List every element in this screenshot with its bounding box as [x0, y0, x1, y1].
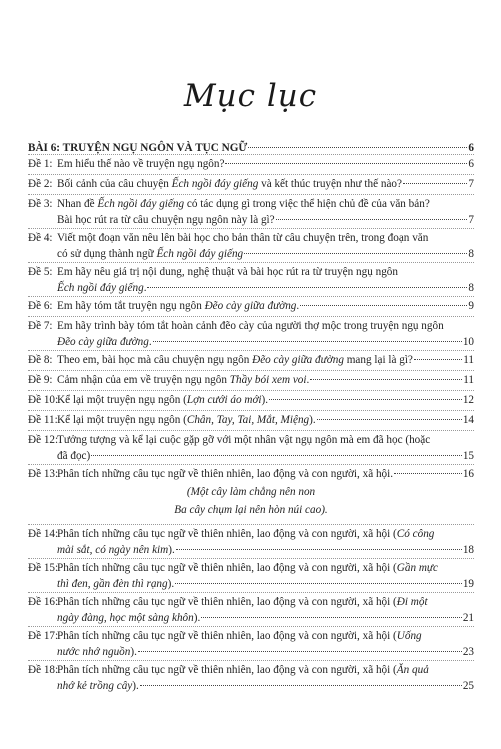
- dot-leader: [414, 359, 462, 360]
- entry-text: [57, 542, 175, 558]
- entry-line: [57, 230, 474, 246]
- row-divider: [28, 592, 474, 593]
- entry-text: Bài học rút ra từ câu chuyện ngụ ngôn này là gì?: [57, 214, 275, 226]
- entry-label: Đề 10:: [28, 394, 59, 406]
- dot-leader: [147, 287, 467, 288]
- entry-text-pre: có sử dụng thành ngữ: [57, 248, 157, 260]
- section-page: 6: [468, 142, 474, 154]
- dot-leader: [300, 305, 467, 306]
- entry-page: 16: [462, 468, 474, 480]
- dot-leader: [269, 399, 462, 400]
- entry-line: [57, 298, 474, 314]
- entry-line: [57, 196, 474, 212]
- row-divider: [28, 626, 474, 627]
- entry-text: [57, 246, 243, 262]
- row-divider: [28, 390, 474, 391]
- entry-text: [57, 196, 430, 212]
- entry-line: [57, 678, 474, 694]
- entry-text-italic: Chân, Tay, Tai, Mắt, Miệng: [186, 414, 310, 426]
- entry-text-post: ).: [167, 578, 175, 590]
- entry-text: [57, 392, 268, 408]
- entry-body: [57, 196, 474, 228]
- entry-line: [57, 372, 474, 388]
- entry-line: [57, 526, 474, 542]
- entry-text: [57, 576, 174, 592]
- dot-leader: [244, 253, 467, 254]
- entry-text-pre: Phân tích những câu tục ngữ về thiên nhiên, lao động và con người, xã hội (: [57, 528, 397, 540]
- dot-leader: [317, 419, 462, 420]
- entry-page: 9: [468, 300, 474, 312]
- entry-text-post: .: [148, 336, 152, 348]
- entry-line: [57, 610, 474, 626]
- entry-text: Viết một đoạn văn nêu lên bài học cho bản thân từ câu chuyện trên, trong đoạn văn: [57, 232, 429, 244]
- entry-body: [57, 372, 474, 388]
- entry-label: Đề 7:: [28, 320, 53, 332]
- dot-leader: [138, 651, 462, 652]
- dot-leader: [403, 183, 467, 184]
- entry-text: [57, 610, 200, 626]
- entry-text: [57, 298, 299, 314]
- row-divider: [28, 316, 474, 317]
- entry-text: Em hiểu thế nào về truyện ngụ ngôn?: [57, 158, 225, 170]
- entry-label: Đề 16:: [28, 596, 59, 608]
- entry-page: 7: [468, 214, 474, 226]
- entry-text-pre: Nhan đề: [57, 198, 98, 210]
- entry-line: [57, 318, 474, 334]
- entry-text-post: ).: [309, 414, 316, 426]
- entry-text-italic: Đẽo cày giữa đường: [57, 336, 149, 348]
- entry-text-pre: Phân tích những câu tục ngữ về thiên nhiên, lao động và con người, xã hội (: [57, 664, 397, 676]
- entry-body: [57, 176, 474, 192]
- entry-text-italic: Đi một: [396, 596, 428, 608]
- entry-line: [57, 334, 474, 350]
- entry-text-post: có tác dụng gì trong việc thể hiện chủ đề của văn bản?: [184, 198, 430, 210]
- entry-text-pre: Phân tích những câu tục ngữ về thiên nhiên, lao động và con người, xã hội (: [57, 630, 397, 642]
- row-divider: [28, 296, 474, 297]
- dot-leader: [201, 617, 462, 618]
- entry-label: Đề 8:: [28, 354, 53, 366]
- entry-line: [57, 352, 474, 368]
- dot-leader: [276, 219, 468, 220]
- entry-page: 8: [468, 282, 474, 294]
- entry-text-post: ).: [132, 680, 139, 692]
- row-divider: [28, 262, 474, 263]
- entry-line: [57, 448, 474, 464]
- row-divider: [28, 524, 474, 525]
- entry-page: 11: [463, 354, 474, 366]
- entry-line: [57, 412, 474, 428]
- row-divider: [28, 464, 474, 465]
- row-divider: [28, 154, 474, 155]
- row-divider: [28, 558, 474, 559]
- entry-text-italic: nước nhớ nguồn: [57, 646, 131, 658]
- entry-label: Đề 18:: [28, 664, 59, 676]
- entry-page: 11: [463, 374, 474, 386]
- entry-text-italic: Gần mực: [396, 562, 438, 574]
- entry-page: 8: [468, 248, 474, 260]
- entry-text: [57, 372, 309, 388]
- entry-text-italic: Uống: [396, 630, 422, 642]
- entry-label: Đề 13:: [28, 468, 59, 480]
- entry-label: Đề 14:: [28, 528, 59, 540]
- entry-text-pre: Em hãy tóm tắt truyện ngụ ngôn: [57, 300, 205, 312]
- entry-body: [57, 526, 474, 558]
- row-divider: [28, 194, 474, 195]
- entry-text: [57, 526, 434, 542]
- entry-body: [57, 412, 474, 428]
- entry-text-post: ).: [261, 394, 269, 406]
- entry-body: [57, 392, 474, 408]
- entry-label: Đề 1:: [28, 158, 53, 170]
- entry-page: 7: [468, 178, 474, 190]
- entry-text-italic: Ếch ngồi đáy giếng: [97, 198, 185, 210]
- section-title: BÀI 6: TRUYỆN NGỤ NGÔN VÀ TỤC NGỮ: [28, 142, 248, 154]
- entry-line: [57, 644, 474, 660]
- entry-page: 14: [462, 414, 474, 426]
- entry-text-italic: Có công: [396, 528, 435, 540]
- entry-body: [57, 466, 474, 482]
- entry-text-italic: nhớ kẻ trồng cây: [57, 680, 133, 692]
- entry-page: 10: [462, 336, 474, 348]
- entry-label: Đề 5:: [28, 266, 53, 278]
- entry-page: 21: [462, 612, 474, 624]
- entry-body: [57, 628, 474, 660]
- entry-text-pre: Phân tích những câu tục ngữ về thiên nhiên, lao động và con người, xã hội (: [57, 562, 397, 574]
- row-divider: [28, 410, 474, 411]
- entry-text: [57, 352, 413, 368]
- entry-line: [57, 466, 474, 482]
- entry-page: 15: [462, 450, 474, 462]
- entry-text: [57, 662, 429, 678]
- dot-leader: [394, 473, 462, 474]
- entry-body: [57, 156, 474, 172]
- entry-label: Đề 2:: [28, 178, 53, 190]
- entry-body: [57, 594, 474, 626]
- row-divider: [28, 660, 474, 661]
- entry-body: [57, 560, 474, 592]
- entry-text-italic: Thầy bói xem voi: [229, 374, 307, 386]
- entry-text: Em hãy nêu giá trị nội dung, nghệ thuật và bài học rút ra từ truyện ngụ ngôn: [57, 266, 398, 278]
- entry-line: [57, 176, 474, 192]
- entry-line: [57, 212, 474, 228]
- entry-line: [57, 560, 474, 576]
- entry-label: Đề 6:: [28, 300, 53, 312]
- entry-line: [57, 246, 474, 262]
- entry-text-pre: Bối cảnh của câu chuyện: [57, 178, 172, 190]
- entry-line: [57, 594, 474, 610]
- entry-line: [57, 542, 474, 558]
- entry-page: 18: [462, 544, 474, 556]
- entry-label: Đề 4:: [28, 232, 53, 244]
- entry-text-post: .: [306, 374, 310, 386]
- entry-body: [57, 352, 474, 368]
- entry-label: Đề 12:: [28, 434, 59, 446]
- entry-body: [57, 230, 474, 262]
- entry-text-pre: Kể lại một truyện ngụ ngôn (: [57, 414, 187, 426]
- row-divider: [28, 228, 474, 229]
- entry-text: [57, 560, 438, 576]
- entry-text-italic: Lợn cưới áo mới: [186, 394, 262, 406]
- entry-text-italic: ngày đàng, học một sàng khôn: [57, 612, 194, 624]
- entry-text-post: .: [143, 282, 147, 294]
- entry-text-pre: Kể lại một truyện ngụ ngôn (: [57, 394, 187, 406]
- entry-text: Em hãy trình bày tóm tắt hoàn cảnh đẽo cày của người thợ mộc trong truyện ngụ ngôn: [57, 320, 444, 332]
- entry-text-post: ).: [130, 646, 137, 658]
- entry-text: Tưởng tượng và kể lại cuộc gặp gỡ với một nhân vật ngụ ngôn mà em đã học (hoặc: [57, 434, 431, 446]
- entry-line: [57, 628, 474, 644]
- entry-text-pre: Phân tích những câu tục ngữ về thiên nhiên, lao động và con người, xã hội (: [57, 596, 397, 608]
- row-divider: [28, 370, 474, 371]
- dot-leader: [140, 685, 462, 686]
- row-divider: [28, 350, 474, 351]
- entry-text: [57, 412, 316, 428]
- entry-page: 12: [462, 394, 474, 406]
- dot-leader: [91, 455, 462, 456]
- entry-text-italic: Ăn quả: [396, 664, 429, 676]
- entry-page: 6: [468, 158, 474, 170]
- entry-text-post: ).: [193, 612, 201, 624]
- dot-leader: [248, 147, 467, 148]
- entry-body: [57, 298, 474, 314]
- entry-body: [57, 264, 474, 296]
- entry-text-post: .: [296, 300, 300, 312]
- dot-leader: [176, 549, 462, 550]
- entry-label: Đề 17:: [28, 630, 59, 642]
- entry-text: [57, 678, 139, 694]
- entry-text-italic: Ếch ngồi đáy giếng: [156, 248, 244, 260]
- entry-text: Phân tích những câu tục ngữ về thiên nhiên, lao động và con người, xã hội.: [57, 468, 394, 480]
- entry-text-italic: Ếch ngồi đáy giếng: [57, 282, 144, 294]
- entry-label: Đề 3:: [28, 198, 53, 210]
- entry-body: [57, 432, 474, 464]
- entry-line: [57, 156, 474, 172]
- entry-label: Đề 11:: [28, 414, 58, 426]
- entry-text-italic: Ếch ngồi đáy giếng: [171, 178, 259, 190]
- entry-text-italic: Đẽo cày giữa đường: [252, 354, 344, 366]
- entry-text: [57, 644, 137, 660]
- row-divider: [28, 174, 474, 175]
- entry-text: [57, 176, 402, 192]
- quote-line-1: (Một cây làm chẳng nên non: [186, 486, 316, 498]
- entry-page: 25: [462, 680, 474, 692]
- entry-body: [57, 662, 474, 694]
- dot-leader: [153, 341, 462, 342]
- entry-text-italic: thì đen, gần đèn thì rạng: [57, 578, 168, 590]
- row-divider: [28, 430, 474, 431]
- entry-text-post: và kết thúc truyện như thế nào?: [258, 178, 402, 190]
- entry-text: đã đọc): [57, 450, 91, 462]
- page-title: Mục lục: [183, 78, 318, 114]
- dot-leader: [310, 379, 462, 380]
- quote-line-2: Ba cây chụm lại nên hòn núi cao).: [174, 504, 328, 516]
- dot-leader: [175, 583, 462, 584]
- entry-text: [57, 334, 152, 350]
- entry-text-post: ).: [168, 544, 175, 556]
- entry-label: Đề 9:: [28, 374, 53, 386]
- entry-text-italic: mài sắt, có ngày nên kim: [57, 544, 169, 556]
- entry-line: [57, 392, 474, 408]
- entry-text: [57, 628, 422, 644]
- entry-text-pre: Theo em, bài học mà câu chuyện ngụ ngôn: [57, 354, 253, 366]
- dot-leader: [225, 163, 467, 164]
- entry-line: [57, 432, 474, 448]
- entry-text: [57, 594, 428, 610]
- entry-text-pre: Cảm nhận của em về truyện ngụ ngôn: [57, 374, 230, 386]
- entry-line: [57, 662, 474, 678]
- entry-line: [57, 576, 474, 592]
- entry-line: [57, 264, 474, 280]
- entry-page: 23: [462, 646, 474, 658]
- entry-page: 19: [462, 578, 474, 590]
- entry-label: Đề 15:: [28, 562, 59, 574]
- entry-text-post: mang lại là gì?: [343, 354, 413, 366]
- entry-body: [57, 318, 474, 350]
- entry-text: [57, 280, 146, 296]
- entry-line: [57, 280, 474, 296]
- entry-text-italic: Đẽo cày giữa đường: [204, 300, 297, 312]
